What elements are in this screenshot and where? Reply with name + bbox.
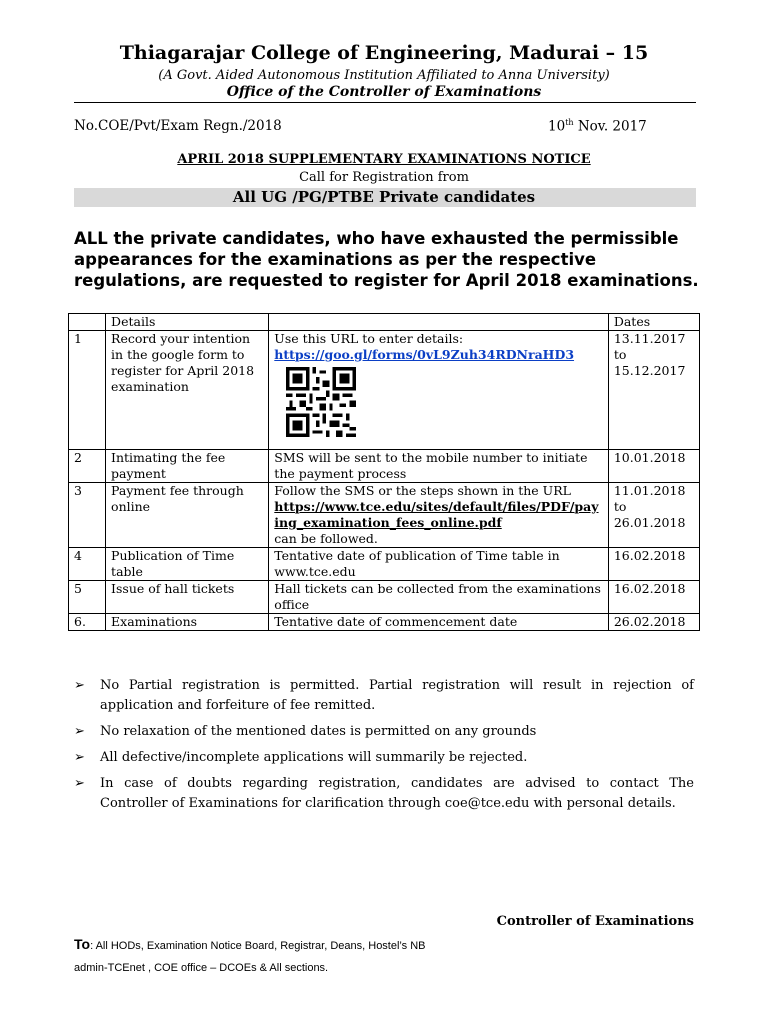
row-detail: Publication of Time table	[106, 548, 269, 581]
signatory: Controller of Examinations	[496, 914, 694, 929]
row-number: 5	[69, 581, 106, 614]
payment-guide-link[interactable]: https://www.tce.edu/sites/default/files/PDF/paying_examination_fees_online.pdf	[274, 499, 599, 530]
header-cell	[269, 314, 609, 331]
list-item	[74, 722, 694, 742]
notice-date: 10th Nov. 2017	[548, 118, 647, 135]
to-text: : All HODs, Examination Notice Board, Registrar, Deans, Hostel’s NB	[90, 940, 426, 952]
header-cell: Dates	[608, 314, 699, 331]
row-detail: Payment fee through online	[106, 483, 269, 548]
distribution-cc: admin-TCEnet , COE office – DCOEs & All sections.	[74, 962, 329, 974]
row-info	[269, 331, 609, 450]
audience-line: All UG /PG/PTBE Private candidates	[232, 188, 536, 206]
list-item	[74, 774, 694, 814]
row-number: 6.	[69, 614, 106, 631]
schedule-table	[68, 313, 700, 631]
arrow-bullet-icon: ➢	[74, 678, 85, 693]
header-cell	[69, 314, 106, 331]
row-date: 16.02.2018	[608, 581, 699, 614]
note-text: No relaxation of the mentioned dates is permitted on any grounds	[100, 724, 537, 739]
row-number: 4	[69, 548, 106, 581]
list-item	[74, 748, 694, 768]
college-name: Thiagarajar College of Engineering, Madurai – 15	[119, 42, 649, 64]
row-dates	[608, 331, 699, 450]
header-cell: Details	[106, 314, 269, 331]
list-item	[74, 676, 694, 716]
date-to-word: to	[613, 499, 627, 514]
reference-number: No.COE/Pvt/Exam Regn./2018	[74, 118, 282, 134]
row-date: 16.02.2018	[608, 548, 699, 581]
row-detail: Record your intention in the google form to register for April 2018 examination	[106, 331, 269, 450]
row-info: Tentative date of publication of Time table in www.tce.edu	[269, 548, 609, 581]
qr-code-icon	[286, 367, 603, 441]
table-row	[69, 581, 700, 614]
note-text: No Partial registration is permitted. Partial registration will result in rejection of application and forfeiture of fee remitted.	[100, 678, 694, 713]
row-detail: Examinations	[106, 614, 269, 631]
row-number: 1	[69, 331, 106, 450]
row-date: 10.01.2018	[608, 450, 699, 483]
table-header-row	[69, 314, 700, 331]
row-info-after: can be followed.	[274, 531, 378, 546]
intro-paragraph: ALL the private candidates, who have exhausted the permissible appearances for the examinations as per the respective regulations, are requested to register for April 2018 examinations.	[74, 229, 699, 290]
date-to: 26.01.2018	[613, 515, 686, 530]
date-from: 11.01.2018	[613, 483, 686, 498]
row-info-text: Use this URL to enter details:	[274, 331, 464, 346]
row-info: SMS will be sent to the mobile number to initiate the payment process	[269, 450, 609, 483]
date-to: 15.12.2017	[613, 363, 686, 378]
row-info-text: Follow the SMS or the steps shown in the URL	[274, 483, 571, 498]
row-number: 2	[69, 450, 106, 483]
affiliation-line: (A Govt. Aided Autonomous Institution Affiliated to Anna University)	[158, 68, 610, 83]
notice-title: APRIL 2018 SUPPLEMENTARY EXAMINATIONS NOTICE	[177, 152, 591, 167]
arrow-bullet-icon: ➢	[74, 776, 85, 791]
table-row	[69, 483, 700, 548]
to-label: To	[74, 936, 91, 952]
notice-subtitle: Call for Registration from	[299, 170, 469, 185]
row-dates	[608, 483, 699, 548]
row-date: 26.02.2018	[608, 614, 699, 631]
table-row	[69, 614, 700, 631]
date-from: 13.11.2017	[613, 331, 686, 346]
distribution-to	[74, 936, 426, 952]
google-form-link[interactable]: https://goo.gl/forms/0vL9Zuh34RDNraHD3	[274, 347, 575, 362]
header-divider	[74, 102, 696, 103]
office-title: Office of the Controller of Examinations	[226, 84, 542, 100]
row-detail: Issue of hall tickets	[106, 581, 269, 614]
table-row	[69, 331, 700, 450]
note-text: In case of doubts regarding registration, candidates are advised to contact The Controller of Examinations for clarification through coe@tce.edu with personal details.	[100, 776, 694, 811]
arrow-bullet-icon: ➢	[74, 724, 85, 739]
row-info	[269, 483, 609, 548]
note-text: All defective/incomplete applications will summarily be rejected.	[100, 750, 528, 765]
row-info: Tentative date of commencement date	[269, 614, 609, 631]
row-number: 3	[69, 483, 106, 548]
table-row	[69, 548, 700, 581]
row-info: Hall tickets can be collected from the examinations office	[269, 581, 609, 614]
arrow-bullet-icon: ➢	[74, 750, 85, 765]
table-row	[69, 450, 700, 483]
date-to-word: to	[613, 347, 627, 362]
notes-list	[74, 676, 694, 820]
row-detail: Intimating the fee payment	[106, 450, 269, 483]
